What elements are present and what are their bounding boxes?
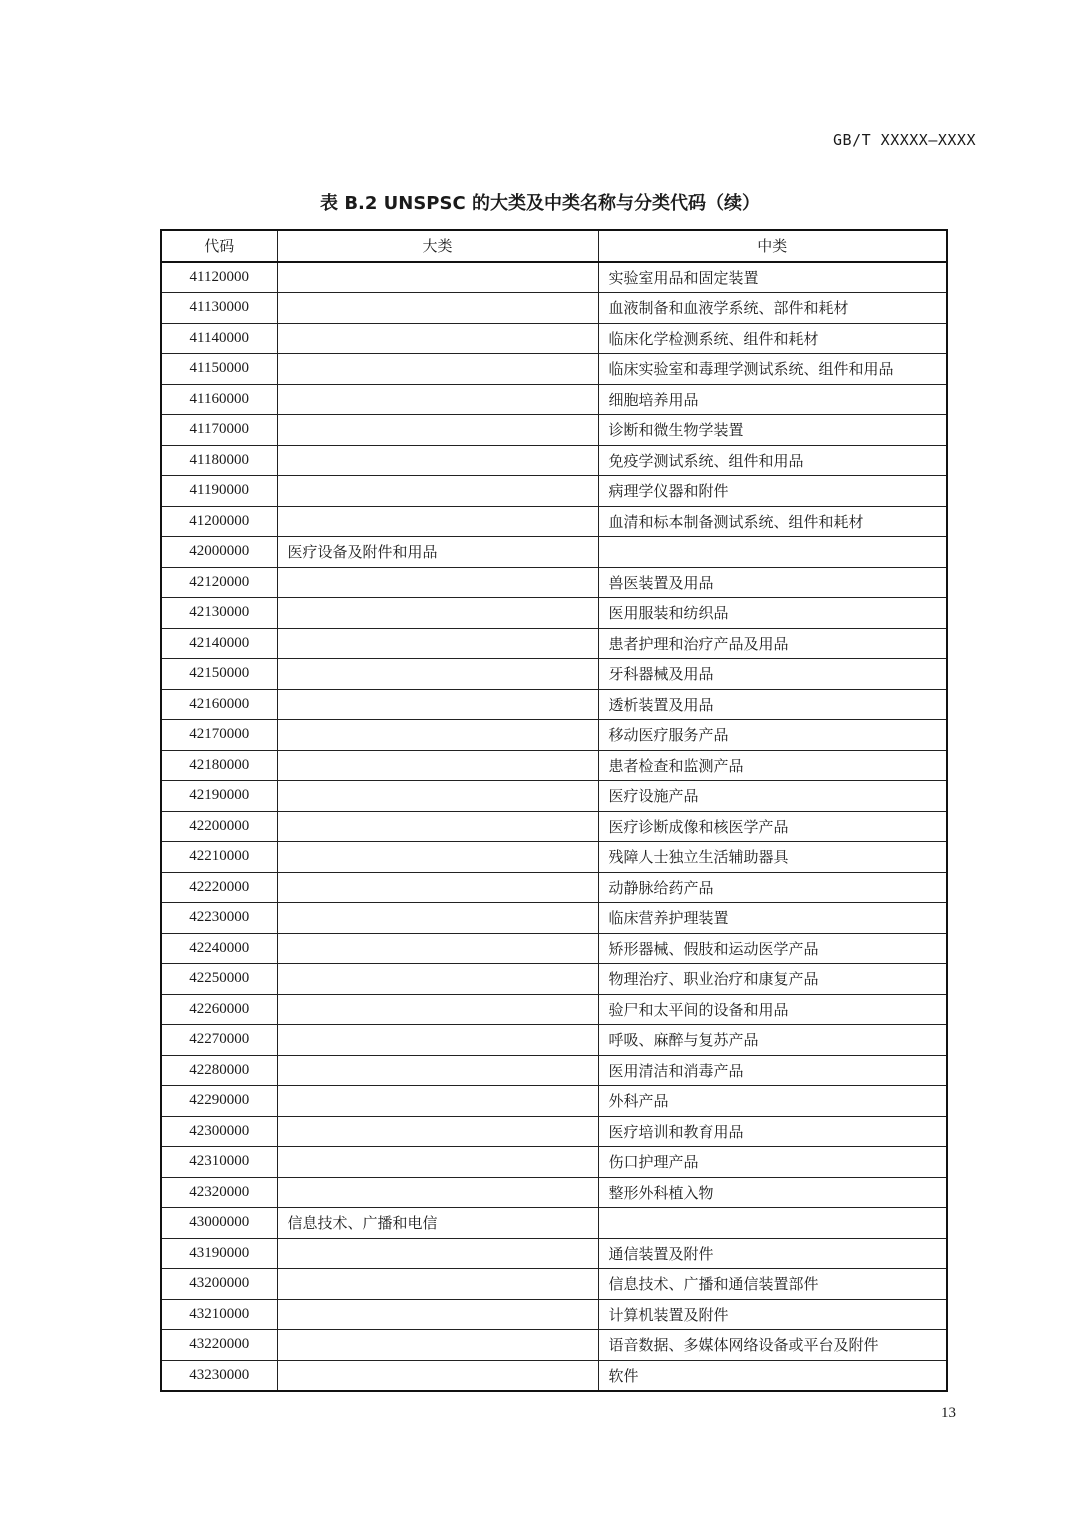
table-row (161, 1360, 947, 1391)
major-category-cell (277, 781, 598, 812)
code-cell: 42310000 (161, 1147, 277, 1178)
table-row (161, 476, 947, 507)
major-category-cell (277, 476, 598, 507)
major-category-cell (277, 1177, 598, 1208)
table-row (161, 1086, 947, 1117)
classification-table (160, 229, 948, 1392)
major-category-cell (277, 842, 598, 873)
minor-category-cell: 病理学仪器和附件 (598, 476, 947, 507)
major-category-cell (277, 567, 598, 598)
code-cell: 43210000 (161, 1299, 277, 1330)
code-cell: 42230000 (161, 903, 277, 934)
code-cell: 42320000 (161, 1177, 277, 1208)
major-category-cell (277, 323, 598, 354)
table-row (161, 628, 947, 659)
minor-category-cell: 语音数据、多媒体网络设备或平台及附件 (598, 1330, 947, 1361)
table-row (161, 567, 947, 598)
minor-category-cell: 医疗诊断成像和核医学产品 (598, 811, 947, 842)
code-cell: 42210000 (161, 842, 277, 873)
major-category-cell (277, 354, 598, 385)
code-cell: 43200000 (161, 1269, 277, 1300)
table-row (161, 1299, 947, 1330)
major-category-cell (277, 506, 598, 537)
major-category-cell: 信息技术、广播和电信 (277, 1208, 598, 1239)
major-category-cell (277, 689, 598, 720)
table-header-row (161, 230, 947, 262)
minor-category-cell: 物理治疗、职业治疗和康复产品 (598, 964, 947, 995)
code-cell: 42260000 (161, 994, 277, 1025)
major-category-cell (277, 903, 598, 934)
code-cell: 42300000 (161, 1116, 277, 1147)
code-cell: 41190000 (161, 476, 277, 507)
column-header-major: 大类 (277, 230, 598, 262)
minor-category-cell: 外科产品 (598, 1086, 947, 1117)
minor-category-cell: 诊断和微生物学装置 (598, 415, 947, 446)
major-category-cell (277, 659, 598, 690)
table-row (161, 1025, 947, 1056)
minor-category-cell: 患者检查和监测产品 (598, 750, 947, 781)
minor-category-cell: 临床营养护理装置 (598, 903, 947, 934)
code-cell: 41120000 (161, 262, 277, 293)
table-row (161, 323, 947, 354)
table-row (161, 445, 947, 476)
minor-category-cell: 医用清洁和消毒产品 (598, 1055, 947, 1086)
major-category-cell (277, 994, 598, 1025)
minor-category-cell (598, 1208, 947, 1239)
table-row (161, 1330, 947, 1361)
major-category-cell (277, 872, 598, 903)
table-row (161, 506, 947, 537)
code-cell: 42150000 (161, 659, 277, 690)
major-category-cell (277, 598, 598, 629)
code-cell: 42220000 (161, 872, 277, 903)
code-cell: 43000000 (161, 1208, 277, 1239)
major-category-cell (277, 1086, 598, 1117)
minor-category-cell: 医疗设施产品 (598, 781, 947, 812)
minor-category-cell: 移动医疗服务产品 (598, 720, 947, 751)
major-category-cell (277, 933, 598, 964)
table-row (161, 994, 947, 1025)
major-category-cell (277, 750, 598, 781)
code-cell: 42190000 (161, 781, 277, 812)
minor-category-cell: 信息技术、广播和通信装置部件 (598, 1269, 947, 1300)
code-cell: 42140000 (161, 628, 277, 659)
code-cell: 42280000 (161, 1055, 277, 1086)
table-title: 表 B.2 UNSPSC 的大类及中类名称与分类代码（续） (320, 193, 760, 214)
page-number: 13 (941, 1405, 956, 1421)
major-category-cell (277, 628, 598, 659)
minor-category-cell: 兽医装置及用品 (598, 567, 947, 598)
minor-category-cell: 软件 (598, 1360, 947, 1391)
major-category-cell (277, 262, 598, 293)
table-row (161, 659, 947, 690)
major-category-cell (277, 1269, 598, 1300)
major-category-cell (277, 1147, 598, 1178)
table-row (161, 1116, 947, 1147)
major-category-cell (277, 720, 598, 751)
document-code: GB/T XXXXX—XXXX (833, 131, 976, 149)
table-row (161, 1208, 947, 1239)
major-category-cell (277, 1299, 598, 1330)
code-cell: 41160000 (161, 384, 277, 415)
major-category-cell (277, 964, 598, 995)
table-row (161, 1269, 947, 1300)
minor-category-cell: 临床实验室和毒理学测试系统、组件和用品 (598, 354, 947, 385)
minor-category-cell: 整形外科植入物 (598, 1177, 947, 1208)
table-row (161, 781, 947, 812)
code-cell: 41200000 (161, 506, 277, 537)
table-row (161, 903, 947, 934)
code-cell: 42160000 (161, 689, 277, 720)
code-cell: 41130000 (161, 293, 277, 324)
minor-category-cell: 牙科器械及用品 (598, 659, 947, 690)
table-row (161, 262, 947, 293)
minor-category-cell: 细胞培养用品 (598, 384, 947, 415)
code-cell: 42170000 (161, 720, 277, 751)
minor-category-cell: 免疫学测试系统、组件和用品 (598, 445, 947, 476)
code-cell: 43220000 (161, 1330, 277, 1361)
major-category-cell (277, 811, 598, 842)
code-cell: 41150000 (161, 354, 277, 385)
code-cell: 41140000 (161, 323, 277, 354)
minor-category-cell: 验尸和太平间的设备和用品 (598, 994, 947, 1025)
major-category-cell (277, 384, 598, 415)
table-row (161, 537, 947, 568)
code-cell: 41180000 (161, 445, 277, 476)
code-cell: 42270000 (161, 1025, 277, 1056)
minor-category-cell: 实验室用品和固定装置 (598, 262, 947, 293)
major-category-cell: 医疗设备及附件和用品 (277, 537, 598, 568)
table-row (161, 933, 947, 964)
major-category-cell (277, 1238, 598, 1269)
minor-category-cell: 医用服装和纺织品 (598, 598, 947, 629)
major-category-cell (277, 1025, 598, 1056)
table-row (161, 964, 947, 995)
major-category-cell (277, 1116, 598, 1147)
table-row (161, 750, 947, 781)
minor-category-cell: 血液制备和血液学系统、部件和耗材 (598, 293, 947, 324)
minor-category-cell: 透析装置及用品 (598, 689, 947, 720)
table-row (161, 689, 947, 720)
minor-category-cell: 动静脉给药产品 (598, 872, 947, 903)
code-cell: 42290000 (161, 1086, 277, 1117)
major-category-cell (277, 293, 598, 324)
table-row (161, 842, 947, 873)
table-row (161, 1055, 947, 1086)
table-row (161, 415, 947, 446)
minor-category-cell: 残障人士独立生活辅助器具 (598, 842, 947, 873)
code-cell: 42250000 (161, 964, 277, 995)
major-category-cell (277, 1360, 598, 1391)
minor-category-cell: 医疗培训和教育用品 (598, 1116, 947, 1147)
minor-category-cell: 伤口护理产品 (598, 1147, 947, 1178)
table-row (161, 811, 947, 842)
table-body (161, 262, 947, 1392)
minor-category-cell: 血清和标本制备测试系统、组件和耗材 (598, 506, 947, 537)
minor-category-cell: 计算机装置及附件 (598, 1299, 947, 1330)
table-row (161, 293, 947, 324)
table-row (161, 872, 947, 903)
major-category-cell (277, 415, 598, 446)
minor-category-cell: 临床化学检测系统、组件和耗材 (598, 323, 947, 354)
code-cell: 42000000 (161, 537, 277, 568)
table-row (161, 598, 947, 629)
column-header-minor: 中类 (598, 230, 947, 262)
table-row (161, 1177, 947, 1208)
minor-category-cell: 患者护理和治疗产品及用品 (598, 628, 947, 659)
code-cell: 42240000 (161, 933, 277, 964)
table-row (161, 1147, 947, 1178)
code-cell: 42130000 (161, 598, 277, 629)
code-cell: 42120000 (161, 567, 277, 598)
table-row (161, 720, 947, 751)
minor-category-cell (598, 537, 947, 568)
table-row (161, 1238, 947, 1269)
major-category-cell (277, 1055, 598, 1086)
major-category-cell (277, 1330, 598, 1361)
minor-category-cell: 通信装置及附件 (598, 1238, 947, 1269)
table-row (161, 354, 947, 385)
code-cell: 43190000 (161, 1238, 277, 1269)
minor-category-cell: 矫形器械、假肢和运动医学产品 (598, 933, 947, 964)
code-cell: 42180000 (161, 750, 277, 781)
code-cell: 41170000 (161, 415, 277, 446)
table-row (161, 384, 947, 415)
code-cell: 43230000 (161, 1360, 277, 1391)
code-cell: 42200000 (161, 811, 277, 842)
column-header-code: 代码 (161, 230, 277, 262)
major-category-cell (277, 445, 598, 476)
minor-category-cell: 呼吸、麻醉与复苏产品 (598, 1025, 947, 1056)
